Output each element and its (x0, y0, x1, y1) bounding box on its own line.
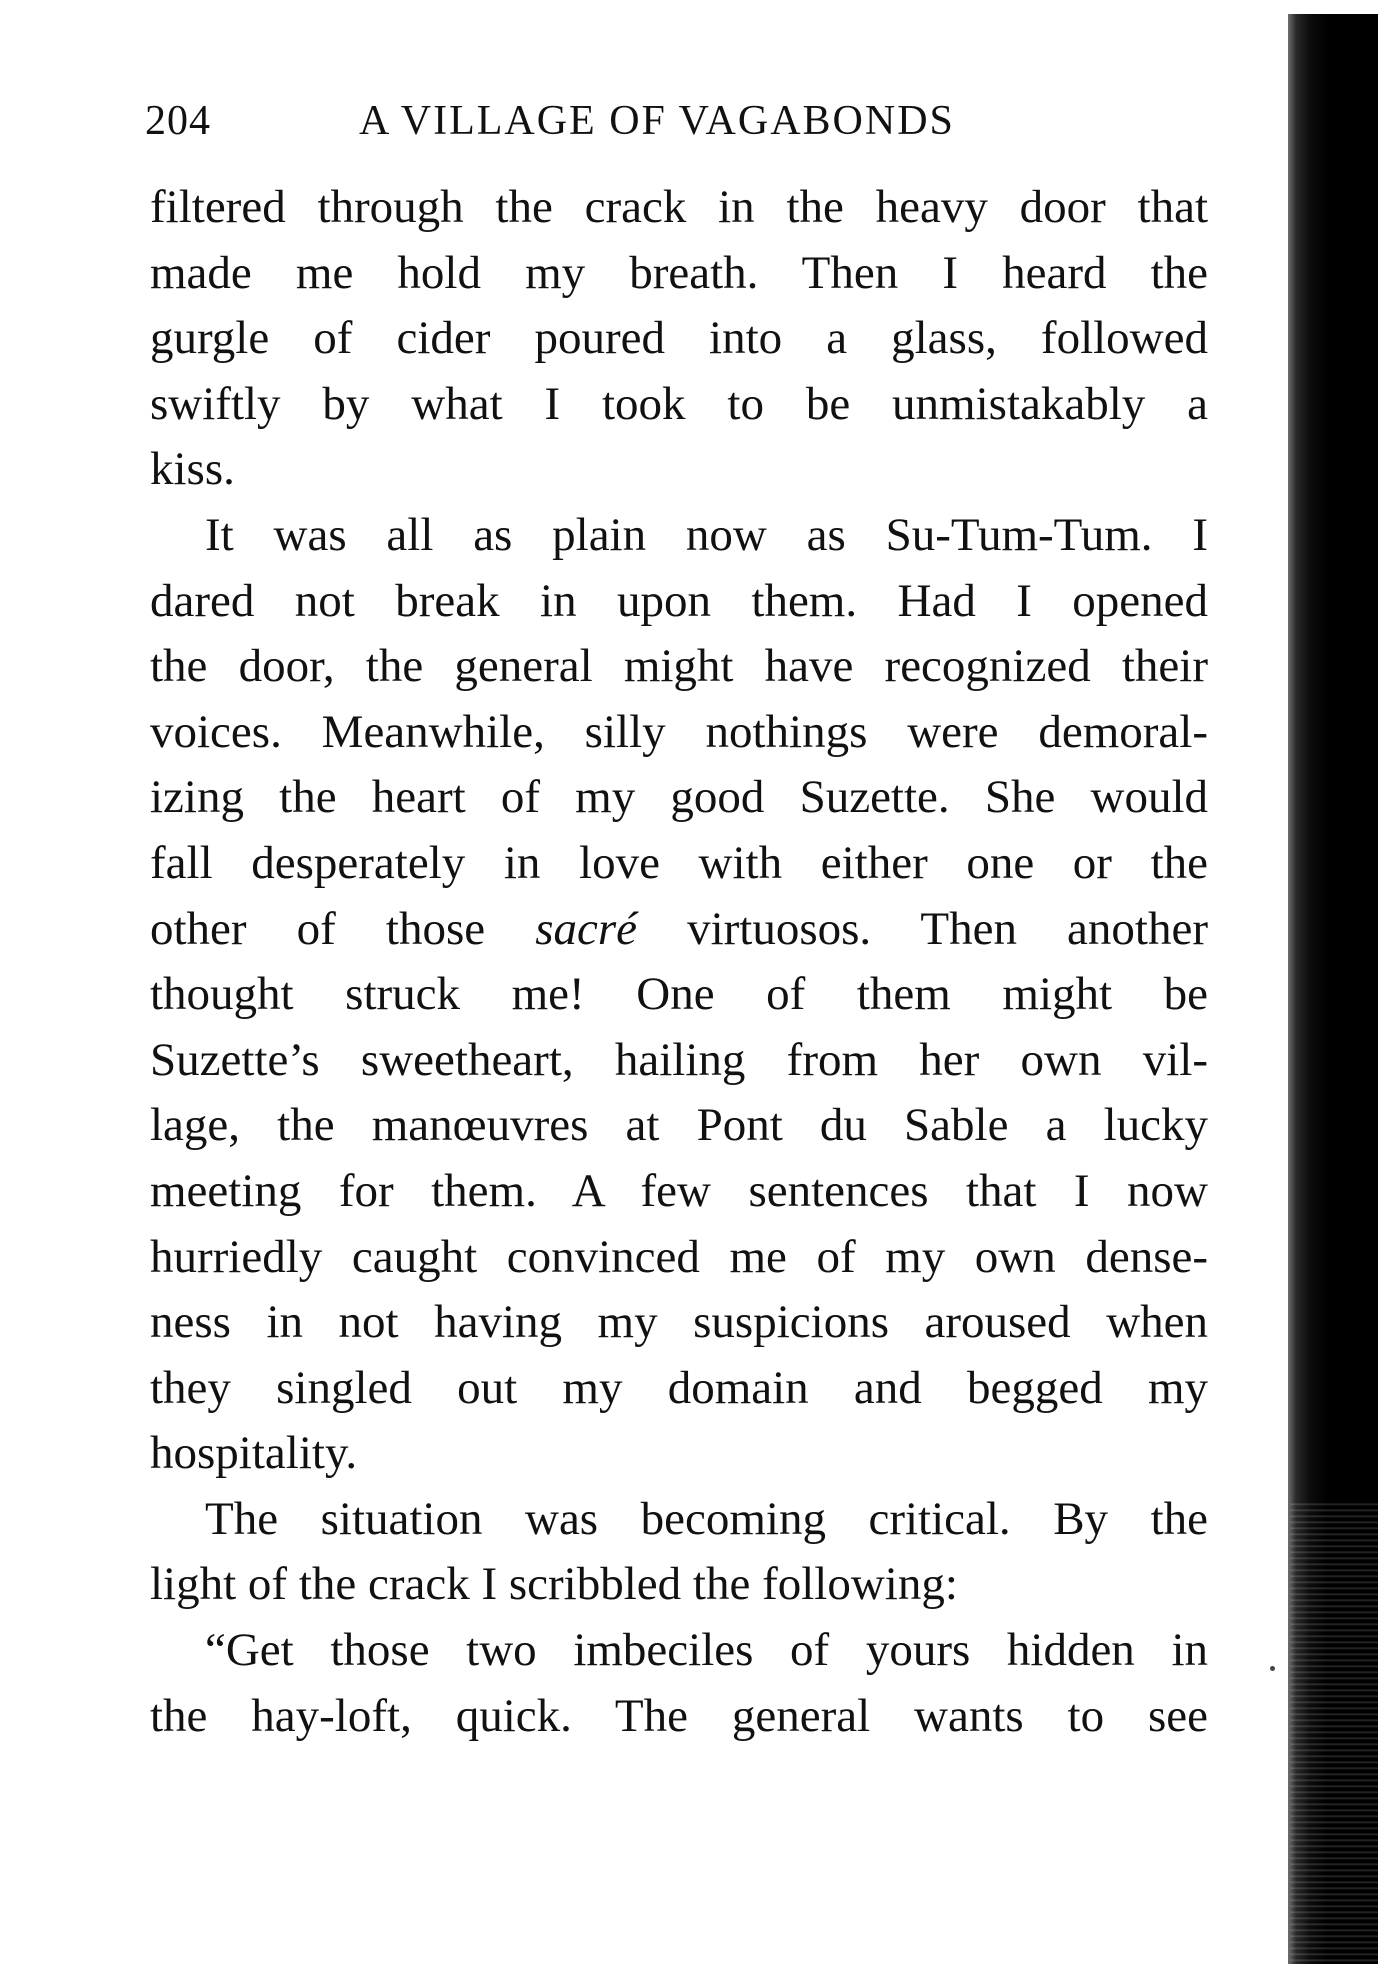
book-spine-texture (1290, 1500, 1378, 1964)
text-fragment: virtuosos. Then another (637, 902, 1208, 955)
text-line: lage, the manœuvres at Pont du Sable a lucky (150, 1099, 1208, 1152)
text-line: thought struck me! One of them might be (150, 968, 1208, 1021)
text-line: It was all as plain now as Su-Tum-Tum. I (205, 508, 1208, 561)
text-line: “Get those two imbeciles of yours hidden in (205, 1624, 1208, 1677)
text-line: dared not break in upon them. Had I opened (150, 574, 1208, 627)
text-line: fall desperately in love with either one or the (150, 836, 1208, 889)
text-line: light of the crack I scribbled the following: (150, 1558, 958, 1611)
text-line: meeting for them. A few sentences that I now (150, 1164, 1208, 1217)
text-line: Suzette’s sweetheart, hailing from her own vil- (150, 1033, 1208, 1086)
text-line: the door, the general might have recognized their (150, 640, 1208, 693)
text-line-with-italic (150, 897, 1208, 963)
text-line: the hay-loft, quick. The general wants to see (150, 1689, 1208, 1742)
text-line: kiss. (150, 443, 235, 496)
text-line: izing the heart of my good Suzette. She would (150, 771, 1208, 824)
ink-speck (1270, 1666, 1275, 1671)
text-line: hospitality. (150, 1427, 358, 1480)
text-line: ness in not having my suspicions aroused when (150, 1296, 1208, 1349)
body-text (150, 175, 1208, 1749)
text-fragment: other of those (150, 902, 536, 955)
text-line: voices. Meanwhile, silly nothings were demoral- (150, 705, 1208, 758)
text-line: made me hold my breath. Then I heard the (150, 246, 1208, 299)
text-line: filtered through the crack in the heavy door that (150, 181, 1208, 233)
text-line: gurgle of cider poured into a glass, followed (150, 312, 1208, 365)
text-line: hurriedly caught convinced me of my own dense- (150, 1230, 1208, 1283)
text-line: swiftly by what I took to be unmistakably a (150, 377, 1208, 430)
page-number: 204 (145, 98, 211, 144)
running-title: A VILLAGE OF VAGABONDS (359, 98, 955, 144)
text-line: they singled out my domain and begged my (150, 1361, 1208, 1414)
page-header (145, 97, 1205, 157)
text-line: The situation was becoming critical. By the (205, 1492, 1208, 1545)
italic-word: sacré (535, 902, 637, 955)
